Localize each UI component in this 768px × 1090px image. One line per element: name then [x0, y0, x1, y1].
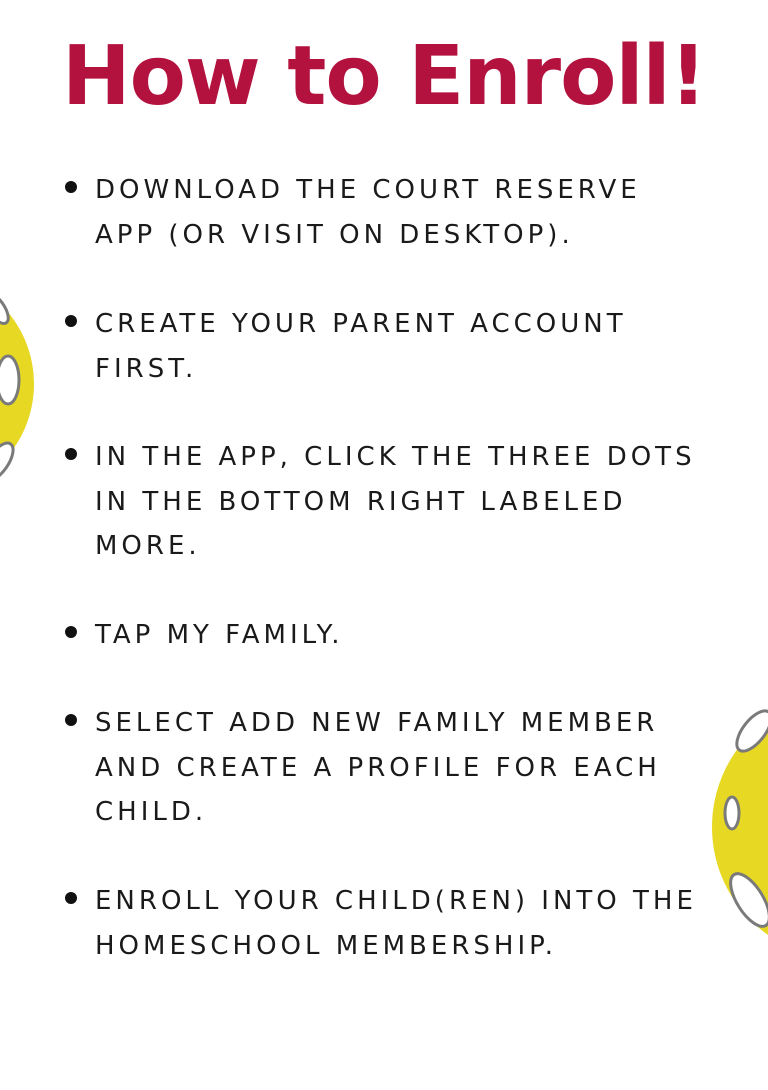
step-line: IN THE APP, CLICK THE THREE DOTS	[95, 442, 696, 472]
bullet	[65, 181, 77, 193]
step-line: SELECT ADD NEW FAMILY MEMBER	[95, 708, 659, 738]
step-line: HOMESCHOOL MEMBERSHIP.	[95, 930, 558, 961]
step-line: FIRST.	[95, 353, 198, 384]
bullet	[65, 315, 77, 327]
step-line: CHILD.	[95, 797, 208, 827]
step-text	[95, 879, 715, 968]
bullet	[65, 626, 77, 638]
step-line: IN THE BOTTOM RIGHT LABELED	[95, 486, 627, 517]
step-line: APP (OR VISIT ON DESKTOP).	[95, 219, 574, 250]
step-line: ENROLL YOUR CHILD(REN) INTO THE	[95, 886, 697, 916]
step-line: AND CREATE A PROFILE FOR EACH	[95, 752, 661, 783]
step-text	[95, 302, 715, 391]
step-text	[95, 701, 715, 835]
step-text	[95, 435, 715, 569]
step-text	[95, 168, 715, 257]
page-title: How to Enroll!	[61, 29, 707, 124]
step-line: MORE.	[95, 531, 201, 561]
bullet	[65, 448, 77, 460]
step-line: TAP MY FAMILY.	[95, 620, 344, 650]
bullet	[65, 714, 77, 726]
bullet	[65, 892, 77, 904]
step-line: DOWNLOAD THE COURT RESERVE	[95, 175, 641, 205]
step-text	[95, 613, 715, 658]
step-line: CREATE YOUR PARENT ACCOUNT	[95, 309, 627, 339]
